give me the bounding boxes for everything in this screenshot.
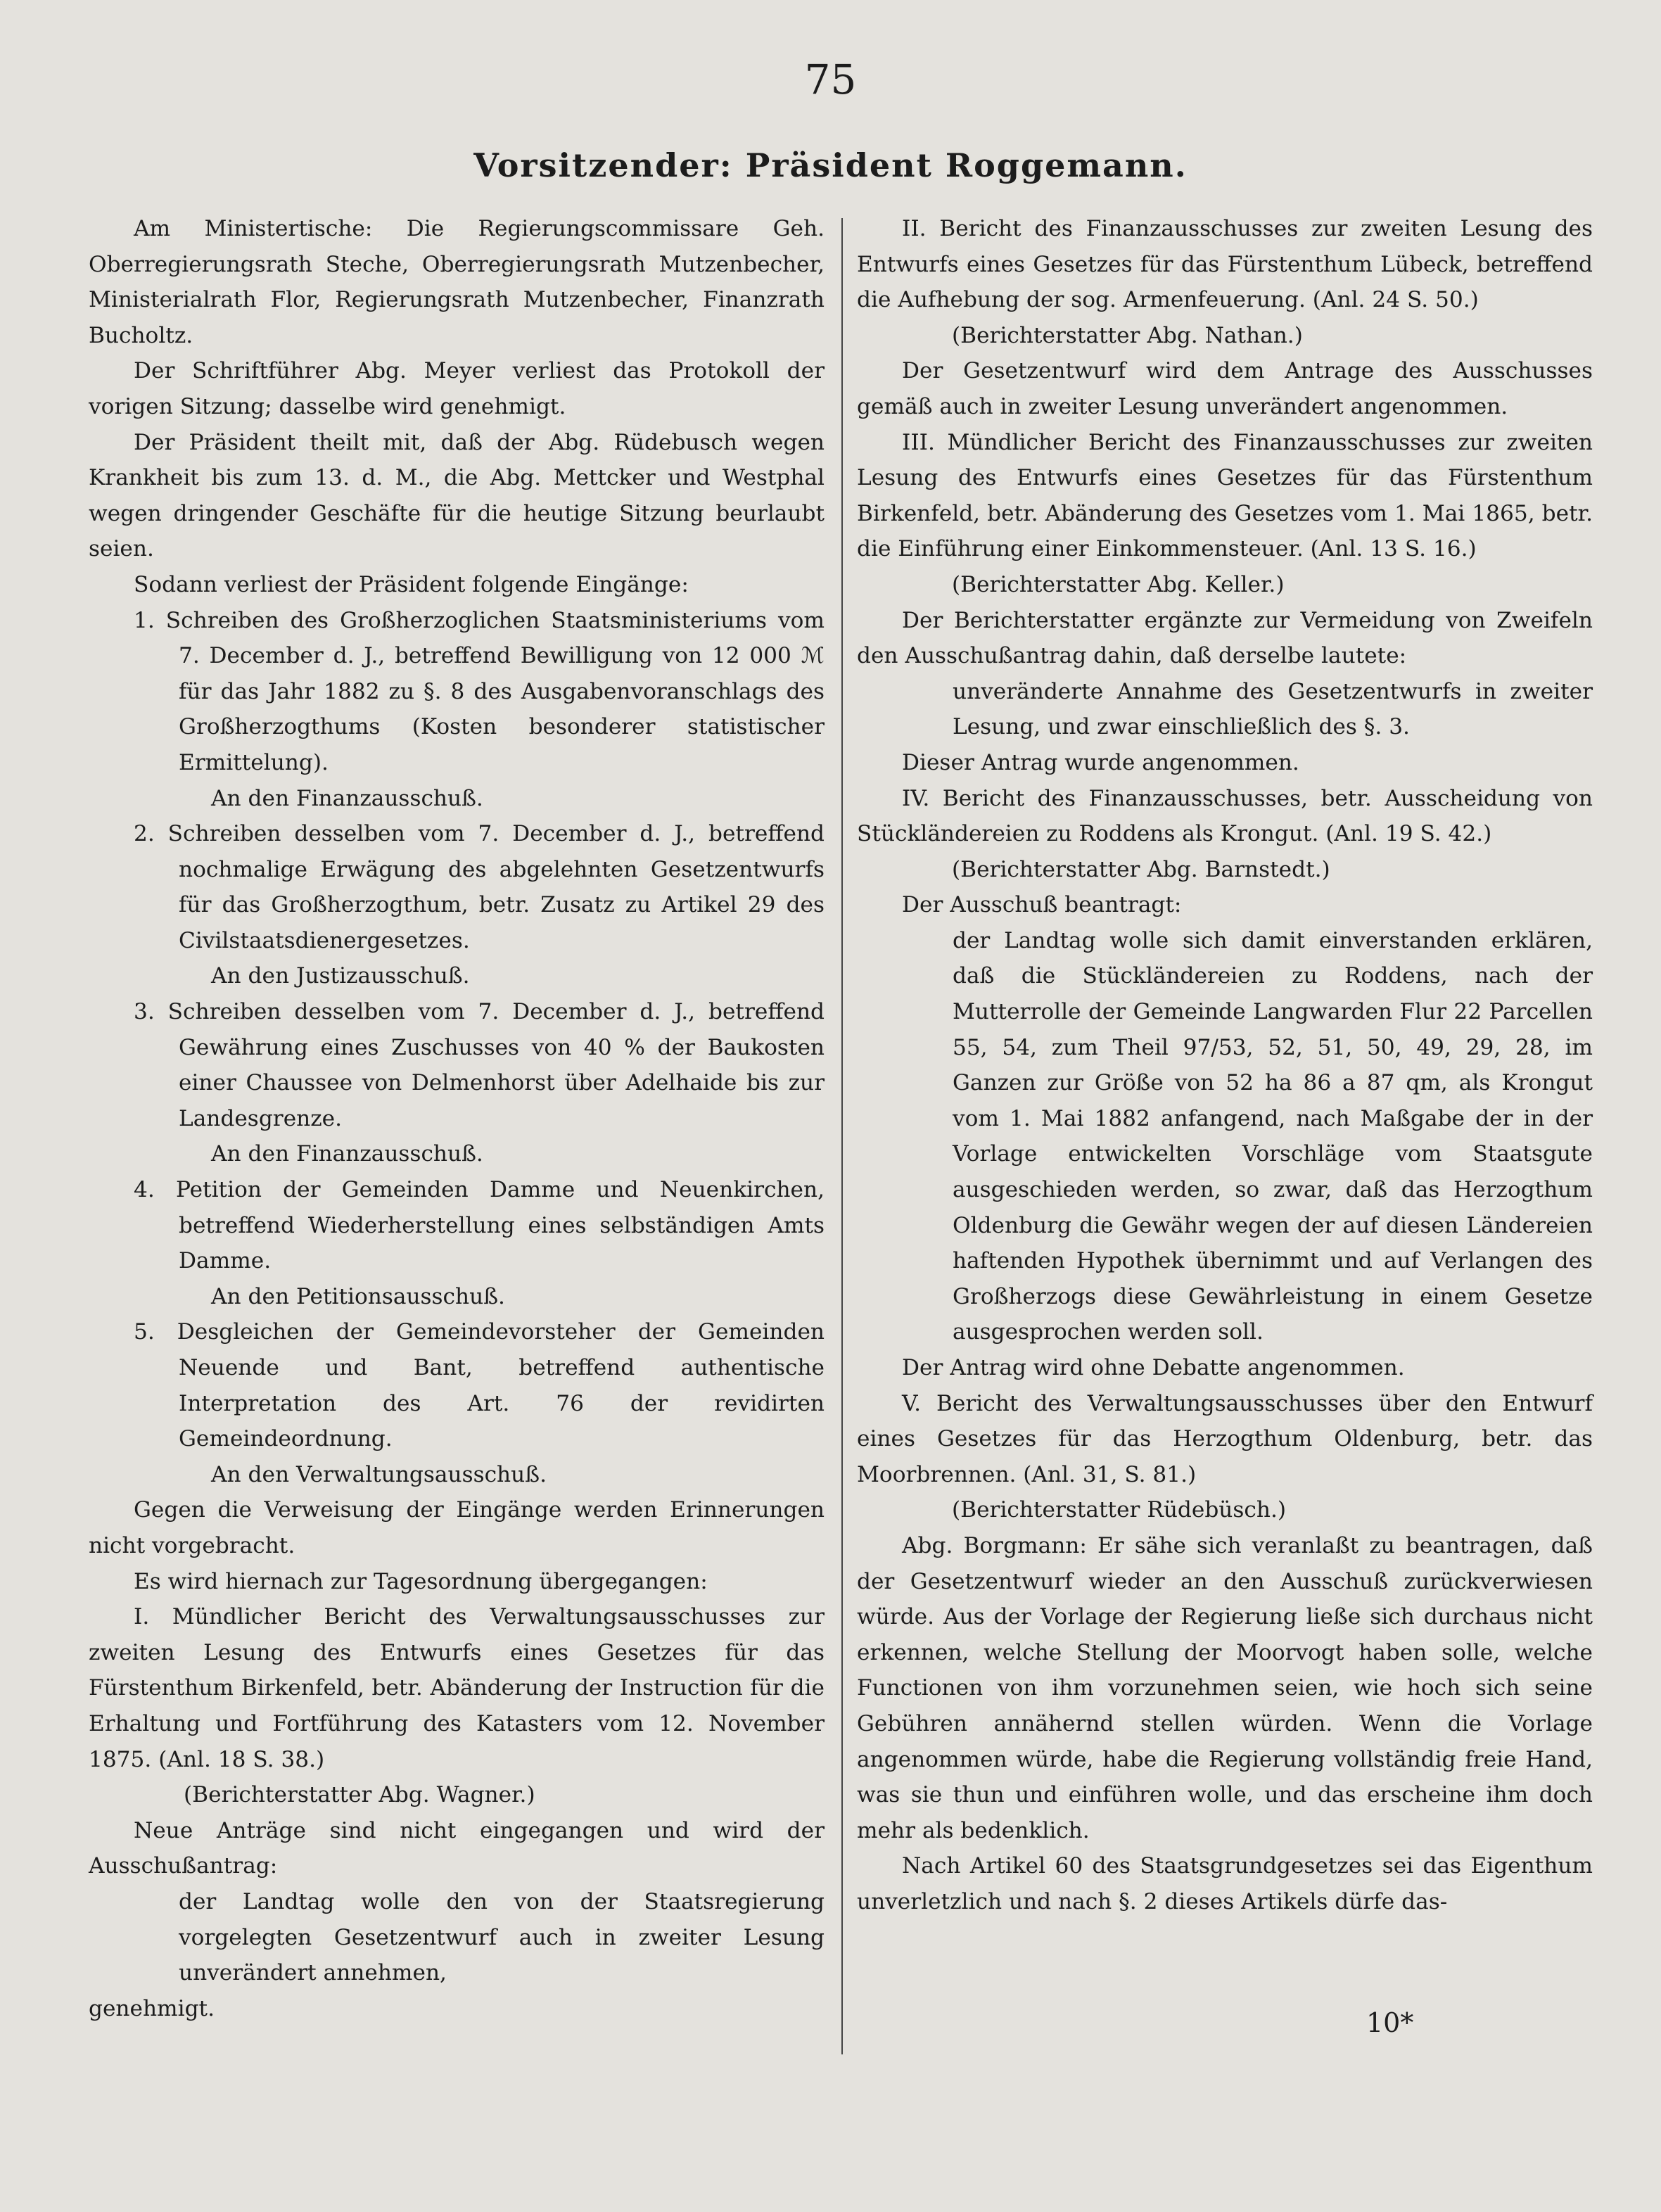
page-number: 75 [804,56,857,103]
agenda-item-4-quote: der Landtag wolle sich damit einverstanden erklären, daß die Stückländereien zu Roddens, nach der Mutterrolle der Gemeinde Langwarden Flur 22 Parcellen 55, 54, zum Theil 97/53, 52, 51, 50, 49, 29, 28, im Ganzen zur Größe von 52 ha 86 a 87 qm, als Krongut vom 1. Mai 1882 anfangend, nach Maßgabe der in der Vorlage entwickelten Vorschläge vom Staatsgute ausgeschieden werden, so zwar, daß das Herzogthum Oldenburg die Gewähr wegen der auf diesen Ländereien haftenden Hypothek übernimmt und auf Verlangen des Großherzogs diese Gewährleistung in einem Gesetze ausgesprochen werden soll. [953,927,1593,1345]
agenda-item-4-motion: Der Ausschuß beantragt: [902,892,1182,918]
incoming-item-2: 2. Schreiben desselben vom 7. December d. J., betreffend nochmalige Erwägung des abgelehnten Gesetzentwurfs für das Großherzogthum, betr. Zusatz zu Artikel 29 des Civilstaatsdienergesetzes. [134,821,825,953]
objections-paragraph: Gegen die Verweisung der Eingänge werden Erinnerungen nicht vorgebracht. [89,1497,825,1558]
agenda-item-4: IV. Bericht des Finanzausschusses, betr. Ausscheidung von Stückländereien zu Roddens als Krongut. (Anl. 19 S. 42.) [857,785,1593,847]
incoming-item-4-referral: An den Petitionsausschuß. [211,1283,505,1309]
agenda-item-2: II. Bericht des Finanzausschusses zur zweiten Lesung des Entwurfs eines Gesetzes für das Fürstenthum Lübeck, betreffend die Aufhebung der sog. Armenfeuerung. (Anl. 24 S. 50.) [857,216,1593,313]
sheet-signature: 10* [1366,2007,1414,2038]
protocol-paragraph: Der Schriftführer Abg. Meyer verliest das Protokoll der vorigen Sitzung; dasselbe wird genehmigt. [89,358,825,419]
incoming-heading: Sodann verliest der Präsident folgende Eingänge: [134,571,689,597]
motions-end: genehmigt. [89,1995,215,2021]
agenda-item-1: I. Mündlicher Bericht des Verwaltungsausschusses zur zweiten Lesung des Entwurfs eines Gesetzes für das Fürstenthum Birkenfeld, betr. Abänderung der Instruction für die Erhaltung und Fortführung des Katasters vom 12. November 1875. (Anl. 18 S. 38.) [89,1604,825,1772]
incoming-item-5-referral: An den Verwaltungsausschuß. [211,1461,547,1487]
borgmann-speech: Abg. Borgmann: Er sähe sich veranlaßt zu beantragen, daß der Gesetzentwurf wieder an den Ausschuß zurückverwiesen würde. Aus der Vorlage der Regierung ließe sich durchaus nicht erkennen, welche Stellung der Moorvogt haben solle, welche Functionen von ihm vorzunehmen seien, wie hoch sich seine Gebühren annähernd stellen würden. Wenn die Vorlage angenommen würde, habe die Regierung vollständig freie Hand, was sie thun und einführen wolle, und das erscheine ihm doch mehr als bedenklich. [857,1532,1593,1843]
left-column [89,211,825,2026]
incoming-item-2-referral: An den Justizausschuß. [211,963,470,989]
agenda-item-5: V. Bericht des Verwaltungsausschusses über den Entwurf eines Gesetzes für das Herzogthum Oldenburg, betr. das Moorbrennen. (Anl. 31, S. 81.) [857,1390,1593,1487]
agenda-item-1-reporter: (Berichterstatter Abg. Wagner.) [184,1782,535,1808]
motions-quote: der Landtag wolle den von der Staatsregierung vorgelegten Gesetzentwurf auch in zweiter Lesung unverändert annehmen, [179,1888,825,1986]
agenda-item-5-reporter: (Berichterstatter Rüdebüsch.) [952,1497,1287,1523]
column-divider [841,218,843,2054]
agenda-item-4-result: Der Antrag wird ohne Debatte angenommen. [902,1355,1405,1380]
right-column [857,211,1593,1920]
incoming-item-1: 1. Schreiben des Großherzoglichen Staatsministeriums vom 7. December d. J., betreffend Bewilligung von 12 000 ℳ für das Jahr 1882 zu §. 8 des Ausgabenvoranschlags des Großherzogthums (Kosten besonderer statistischer Ermittelung). [134,607,825,775]
agenda-item-3-result: Dieser Antrag wurde angenommen. [902,749,1299,775]
chair-heading: Vorsitzender: Präsident Roggemann. [473,146,1188,184]
agenda-paragraph: Es wird hiernach zur Tagesordnung übergegangen: [134,1568,708,1594]
incoming-item-1-referral: An den Finanzausschuß. [211,785,483,811]
agenda-item-3-quote: unveränderte Annahme des Gesetzentwurfs in zweiter Lesung, und zwar einschließlich des §. 3. [953,678,1593,740]
incoming-item-4: 4. Petition der Gemeinden Damme und Neuenkirchen, betreffend Wiederherstellung eines selbständigen Amts Damme. [134,1177,825,1274]
incoming-item-3: 3. Schreiben desselben vom 7. December d. J., betreffend Gewährung eines Zuschusses von 40 % der Baukosten einer Chaussee von Delmenhorst über Adelhaide bis zur Landesgrenze. [134,999,825,1131]
incoming-item-3-referral: An den Finanzausschuß. [211,1141,483,1167]
agenda-item-4-reporter: (Berichterstatter Abg. Barnstedt.) [952,856,1330,882]
incoming-item-5: 5. Desgleichen der Gemeindevorsteher der Gemeinden Neuende und Bant, betreffend authentische Interpretation des Art. 76 der revidirten Gemeindeordnung. [134,1319,825,1452]
agenda-item-2-result: Der Gesetzentwurf wird dem Antrage des Ausschusses gemäß auch in zweiter Lesung unverändert angenommen. [857,358,1593,419]
motions-paragraph: Neue Anträge sind nicht eingegangen und wird der Ausschußantrag: [89,1817,825,1879]
leave-paragraph: Der Präsident theilt mit, daß der Abg. Rüdebusch wegen Krankheit bis zum 13. d. M., die Abg. Mettcker und Westphal wegen dringender Geschäfte für die heutige Sitzung beurlaubt seien. [89,429,825,562]
agenda-item-3: III. Mündlicher Bericht des Finanzausschusses zur zweiten Lesung des Entwurfs eines Gesetzes für das Fürstenthum Birkenfeld, betr. Abänderung des Gesetzes vom 1. Mai 1865, betr. die Einführung einer Einkommensteuer. (Anl. 13 S. 16.) [857,429,1593,562]
agenda-item-3-supplement: Der Berichterstatter ergänzte zur Vermeidung von Zweifeln den Ausschußantrag dahin, daß derselbe lautete: [857,607,1593,669]
article-60-paragraph: Nach Artikel 60 des Staatsgrundgesetzes sei das Eigenthum unverletzlich und nach §. 2 dieses Artikels dürfe das- [857,1853,1593,1914]
agenda-item-3-reporter: (Berichterstatter Abg. Keller.) [952,571,1285,597]
attendance-paragraph: Am Ministertische: Die Regierungscommissare Geh. Oberregierungsrath Steche, Oberregierungsrath Mutzenbecher, Ministerialrath Flor, Regierungsrath Mutzenbecher, Finanzrath Bucholtz. [89,216,825,348]
agenda-item-2-reporter: (Berichterstatter Abg. Nathan.) [952,322,1303,348]
